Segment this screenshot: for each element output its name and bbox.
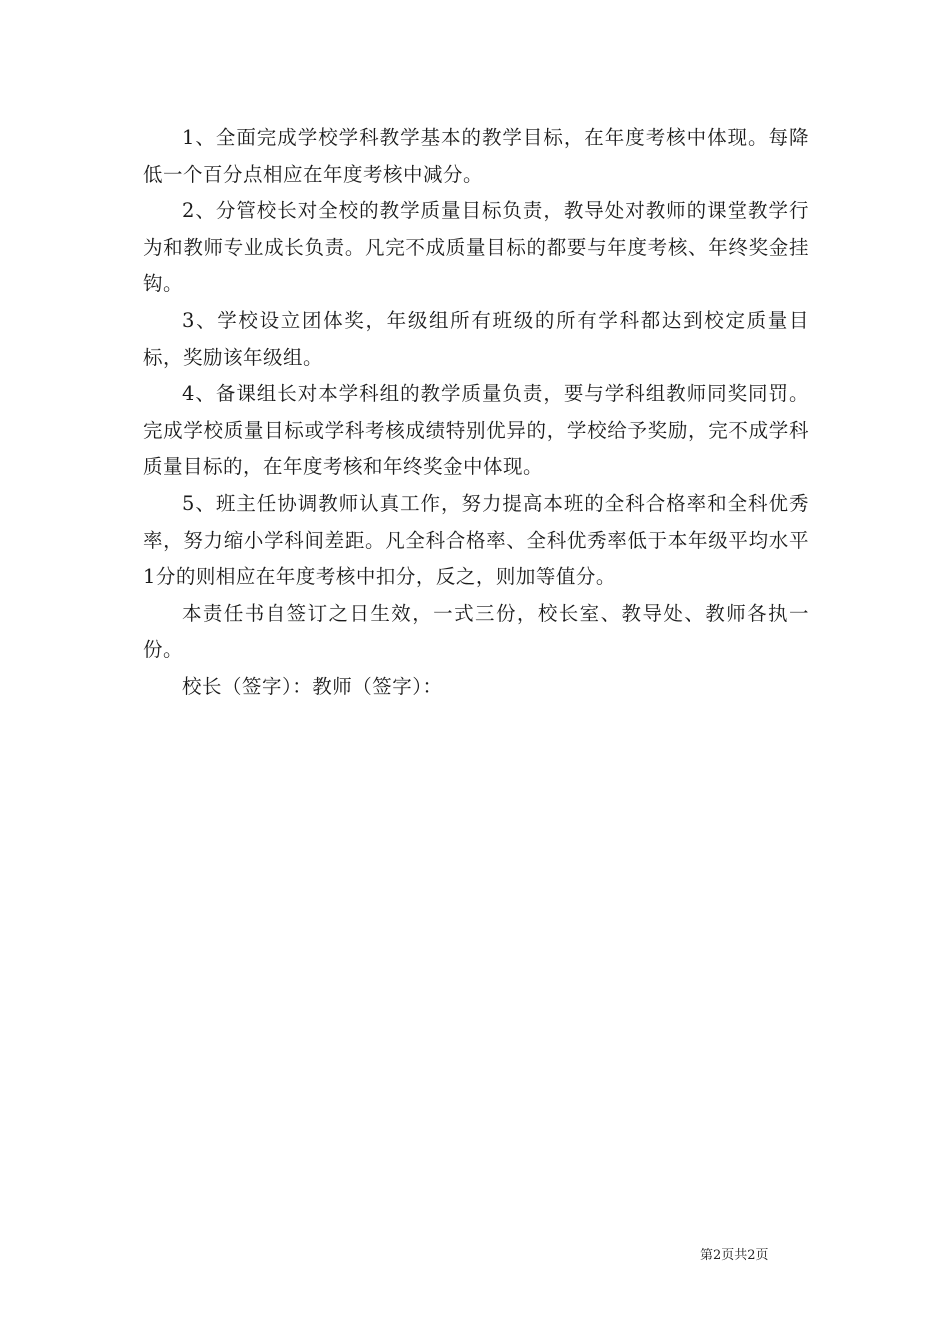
paragraph-item-1: 1、全面完成学校学科教学基本的教学目标，在年度考核中体现。每降低一个百分点相应在年度考核中减分。 <box>143 126 809 186</box>
closing-paragraph: 本责任书自签订之日生效，一式三份，校长室、教导处、教师各执一份。 <box>143 601 809 662</box>
page-number-footer: 第2页共2页 <box>700 1248 769 1263</box>
paragraph-item-5: 5、班主任协调教师认真工作，努力提高本班的全科合格率和全科优秀率，努力缩小学科间差距。凡全科合格率、全科优秀率低于本年级平均水平1分的则相应在年度考核中扣分，反之，则加等值分。 <box>143 491 809 589</box>
document-body <box>143 120 809 706</box>
paragraph-item-2: 2、分管校长对全校的教学质量目标负责，教导处对教师的课堂教学行为和教师专业成长负责。凡完不成质量目标的都要与年度考核、年终奖金挂钩。 <box>143 199 809 296</box>
paragraph-item-4: 4、备课组长对本学科组的教学质量负责，要与学科组教师同奖同罚。完成学校质量目标或学科考核成绩特别优异的，学校给予奖励，完不成学科质量目标的，在年度考核和年终奖金中体现。 <box>143 382 809 479</box>
signature-line: 校长（签字）：教师（签字）： <box>182 674 443 698</box>
paragraph-item-3: 3、学校设立团体奖，年级组所有班级的所有学科都达到校定质量目标，奖励该年级组。 <box>143 308 809 369</box>
